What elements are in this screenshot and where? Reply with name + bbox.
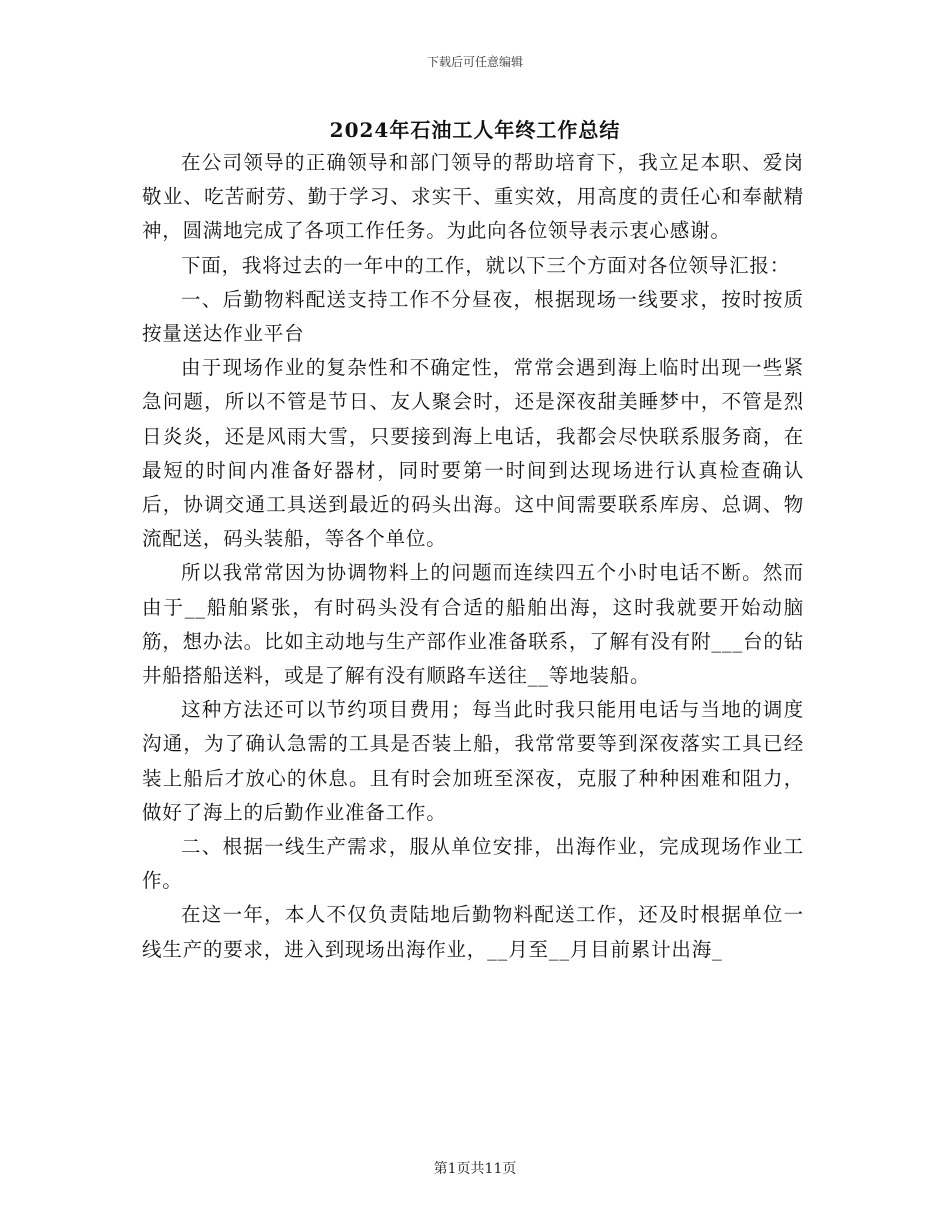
paragraph-section1-a: 由于现场作业的复杂性和不确定性，常常会遇到海上临时出现一些紧急问题，所以不管是节日、友人聚会时，还是深夜甜美睡梦中，不管是烈日炎炎，还是风雨大雪，只要接到海上电话，我都会尽快联系服务商，在最短的时间内准备好器材，同时要第一时间到达现场进行认真检查确认后，协调交通工具送到最近的码头出海。这中间需要联系库房、总调、物流配送，码头装船，等各个单位。 bbox=[142, 356, 804, 551]
paragraph-section1-c: 这种方法还可以节约项目费用；每当此时我只能用电话与当地的调度沟通，为了确认急需的工具是否装上船，我常常要等到深夜落实工具已经装上船后才放心的休息。且有时会加班至深夜，克服了种种困难和阻力，做好了海上的后勤作业准备工作。 bbox=[142, 698, 804, 824]
paragraph-section2-a: 在这一年，本人不仅负责陆地后勤物料配送工作，还及时根据单位一线生产的要求，进入到现场出海作业，__月至__月目前累计出海_ bbox=[142, 903, 804, 961]
document-body bbox=[142, 146, 804, 967]
document-title: 2024年石油工人年终工作总结 bbox=[329, 118, 621, 142]
paragraph-overview: 下面，我将过去的一年中的工作，就以下三个方面对各位领导汇报： bbox=[181, 253, 791, 277]
paragraph-intro: 在公司领导的正确领导和部门领导的帮助培育下，我立足本职、爱岗敬业、吃苦耐劳、勤于学习、求实干、重实效，用高度的责任心和奉献精神，圆满地完成了各项工作任务。为此向各位领导表示衷心感谢。 bbox=[142, 151, 804, 243]
section-heading-2: 二、根据一线生产需求，服从单位安排，出海作业，完成现场作业工作。 bbox=[142, 835, 804, 893]
section-heading-1: 一、后勤物料配送支持工作不分昼夜，根据现场一线要求，按时按质按量送达作业平台 bbox=[142, 287, 804, 346]
paragraph-section1-b: 所以我常常因为协调物料上的问题而连续四五个小时电话不断。然而由于__船舶紧张，有时码头没有合适的船舶出海，这时我就要开始动脑筋，想办法。比如主动地与生产部作业准备联系，了解有没有附___台的钻井船搭船送料，或是了解有没有顺路车送往__等地装船。 bbox=[142, 561, 804, 688]
header-note: 下载后可任意编辑 bbox=[426, 55, 523, 69]
page-footer: 第1页共11页 bbox=[433, 1161, 517, 1177]
